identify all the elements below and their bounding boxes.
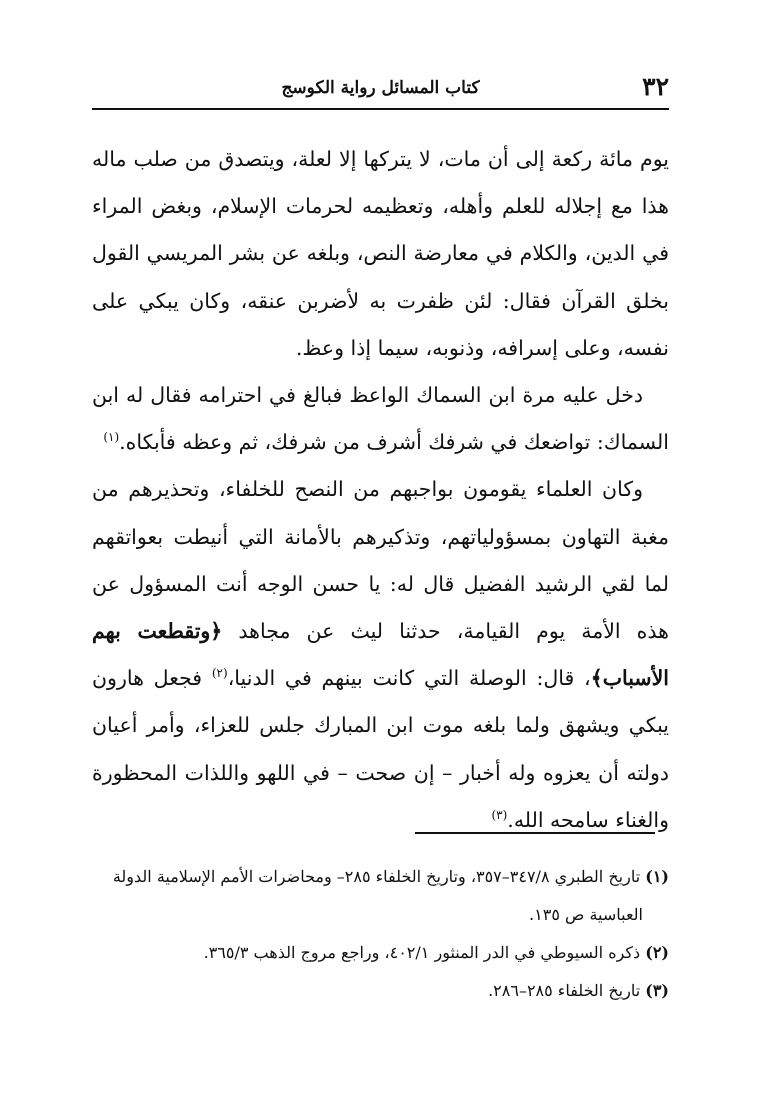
footnote-separator (415, 832, 655, 834)
footnote-1-continued: العباسية ص ١٣٥. (529, 905, 643, 924)
page-number: ٣٢ (642, 72, 669, 101)
footnote-1 (92, 858, 669, 896)
footnote-number: (٣) (645, 981, 669, 1000)
paragraph-3 (92, 466, 669, 844)
paragraph-2-text: دخل عليه مرة ابن السماك الواعظ فبالغ في احترامه فقال له ابن السماك: تواضعك في شرفك أشرف من شرفك، ثم وعظه فأبكاه. (92, 383, 669, 455)
footnote-3 (92, 972, 669, 1010)
footnote-text: تاريخ الطبري ٣٤٧/٨–٣٥٧، وتاريخ الخلفاء ٢٨٥– ومحاضرات الأمم الإسلامية الدولة (112, 867, 646, 886)
footnote-text: تاريخ الخلفاء ٢٨٥–٢٨٦. (488, 981, 646, 1000)
paragraph-3-text-a: وكان العلماء يقومون بواجبهم من النصح للخلفاء، وتحذيرهم من مغبة التهاون بمسؤولياتهم، وتذكيرهم بالأمانة التي أنيطت بعواتقهم لما لقي الرشيد الفضيل قال له: يا حسن الوجه أنت المسؤول عن هذه الأمة يوم القيامة، حدثنا ليث عن مجاهد (92, 477, 669, 644)
header-rule (92, 108, 669, 110)
paragraph-3-text-c: فجعل هارون يبكي ويشهق ولما بلغه موت ابن المبارك جلس للعزاء، وأمر أعيان دولته أن يعزوه وله أخبار – إن صحت – في اللهو واللذات المحظورة والغناء سامحه الله. (92, 666, 669, 832)
footnote-ref-2: (٢) (211, 666, 228, 681)
footnote-2 (92, 934, 669, 972)
main-text (92, 136, 669, 844)
footnotes (92, 858, 669, 1010)
footnote-ref-3: (٣) (491, 808, 508, 823)
footnote-text: ذكره السيوطي في الدر المنثور ٤٠٢/١، وراجع مروج الذهب ٣٦٥/٣. (203, 943, 646, 962)
running-title: كتاب المسائل رواية الكوسج (281, 78, 480, 98)
page-header (92, 70, 669, 106)
paragraph-1: يوم مائة ركعة إلى أن مات، لا يتركها إلا لعلة، ويتصدق من صلب ماله هذا مع إجلاله للعلم وأهله، وتعظيمه لحرمات الإسلام، وبغض المراء في الدين، والكلام في معارضة النص، وبلغه عن بشر المريسي القول بخلق القرآن فقال: لئن ظفرت به لأضربن عنقه، وكان يبكي على نفسه، وعلى إسرافه، وذنوبه، سيما إذا وعظ. (92, 147, 669, 360)
footnote-ref-1: (١) (103, 430, 120, 445)
quran-quote: ﴿وتقطعت بهم الأسباب﴾ (92, 619, 669, 691)
paragraph-3-text-b: ، قال: الوصلة التي كانت بينهم في الدنيا، (227, 666, 591, 691)
footnote-number: (١) (645, 867, 669, 886)
footnote-number: (٢) (645, 943, 669, 962)
paragraph-2 (92, 372, 669, 466)
